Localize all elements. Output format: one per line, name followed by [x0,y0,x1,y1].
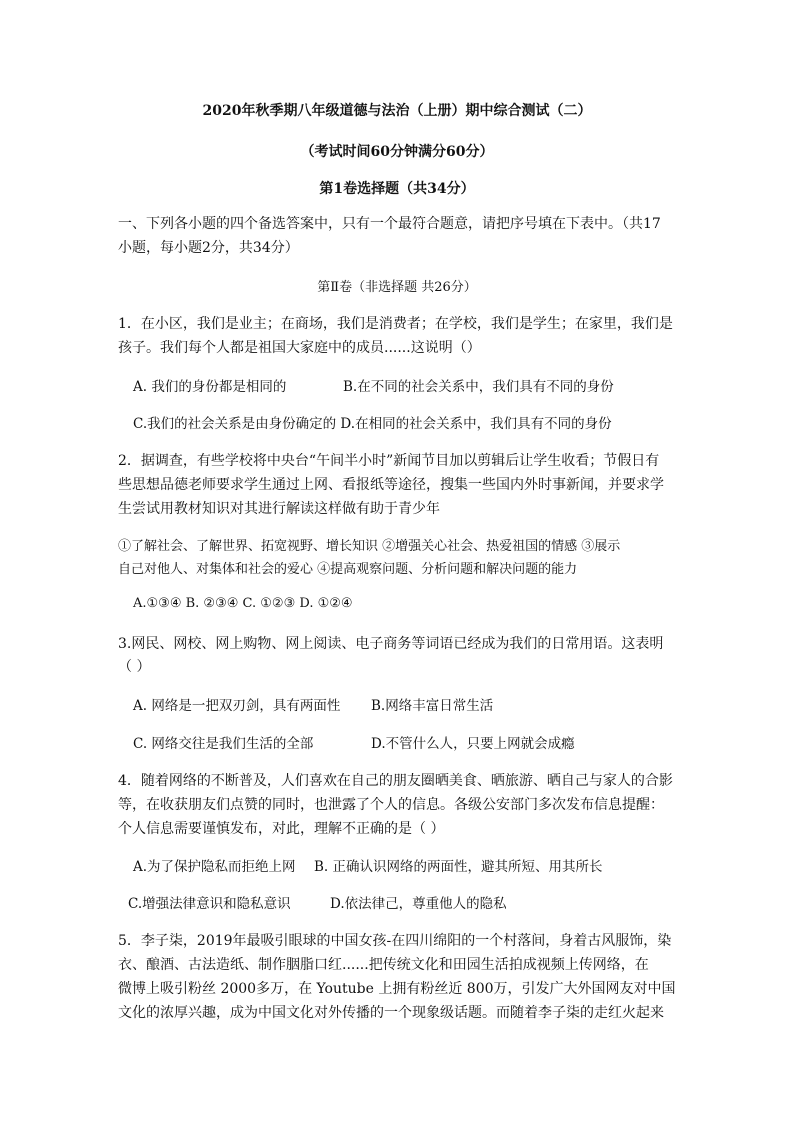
q2-items-line-2: 自己对他人、对集体和社会的爱心 ④提高观察问题、分析问题和解决问题的能力 [118,562,578,577]
q4-option-c: C.增强法律意识和隐私意识 [128,896,291,912]
q2-options: A.①③④ B. ②③④ C. ①②③ D. ①②④ [133,596,353,611]
q4-line-1: 4．随着网络的不断普及，人们喜欢在自己的朋友圈晒美食、晒旅游、晒自己与家人的合影 [118,773,673,789]
q1-option-cd: C.我们的社会关系是由身份确定的 D.在相同的社会关系中，我们具有不同的身份 [133,416,612,432]
section-1-heading: 第1卷选择题（共34分） [319,181,475,197]
q5-line-4: 文化的浓厚兴趣，成为中国文化对外传播的一个现象级话题。而随着李子柒的走红火起来 [118,1005,664,1021]
q4-option-a: A.为了保护隐私而拒绝上网 [133,859,296,875]
q2-line-3: 生尝试用教材知识对其进行解读这样做有助于青少年 [118,501,440,517]
q2-line-2: 些思想品德老师要求学生通过上网、看报纸等途径，搜集一些国内外时事新闻，并要求学 [118,477,664,493]
q5-line-2: 衣、酿酒、古法造纸、制作胭脂口红......把传统文化和田园生活拍成视频上传网络，在 [118,957,649,973]
q3-option-c: C. 网络交往是我们生活的全部 [133,736,314,752]
q4-line-2: 等，在收获朋友们点赞的同时，也泄露了个人的信息。各级公安部门多次发布信息提醒： [118,797,664,813]
q1-option-a: A. 我们的身份都是相同的 [133,379,287,395]
q4-option-b: B. 正确认识网络的两面性，避其所短、用其所长 [314,859,603,875]
q3-option-a: A. 网络是一把双刃剑，具有两面性 [133,698,341,714]
exam-title: 2020年秋季期八年级道德与法治（上册）期中综合测试（二） [202,103,592,119]
exam-time-note: （考试时间60分钟满分60分） [300,144,494,160]
q4-option-d: D.依法律己，尊重他人的隐私 [330,896,507,912]
q1-option-b: B.在不同的社会关系中，我们具有不同的身份 [343,379,614,395]
instructions-line-1: 一、下列各小题的四个备选答案中，只有一个最符合题意，请把序号填在下表中。（共17 [118,216,661,232]
q5-line-1: 5．李子柒，2019年最吸引眼球的中国女孩-在四川绵阳的一个村落间，身着古风服饰，染 [118,933,672,949]
q3-line-1: 3.网民、网校、网上购物、网上阅读、电子商务等词语已经成为我们的日常用语。这表明 [118,636,664,652]
q1-line-2: 孩子。我们每个人都是祖国大家庭中的成员......这说明（） [118,340,481,356]
instructions-line-2: 小题，每小题2分，共34分） [118,240,299,256]
q4-line-3: 个人信息需要谨慎发布，对此，理解不正确的是（ ） [118,821,445,837]
section-2-heading: 第Ⅱ卷（非选择题 共26分） [317,280,477,295]
q2-items-line-1: ①了解社会、了解世界、拓宽视野、增长知识 ②增强关心社会、热爱祖国的情感 ③展示 [118,539,621,554]
q3-option-d: D.不管什么人，只要上网就会成瘾 [371,736,575,752]
q2-line-1: 2．据调查，有些学校将中央台“午间半小时”新闻节目加以剪辑后让学生收看；节假日有 [118,453,660,469]
q1-line-1: 1．在小区，我们是业主；在商场，我们是消费者；在学校，我们是学生；在家里，我们是 [118,316,673,332]
q3-line-2: （ ） [118,659,151,675]
q3-option-b: B.网络丰富日常生活 [371,698,494,714]
q5-line-3: 微博上吸引粉丝 2000多万，在 Youtube 上拥有粉丝近 800万，引发广大外国网友对中国 [118,981,676,997]
